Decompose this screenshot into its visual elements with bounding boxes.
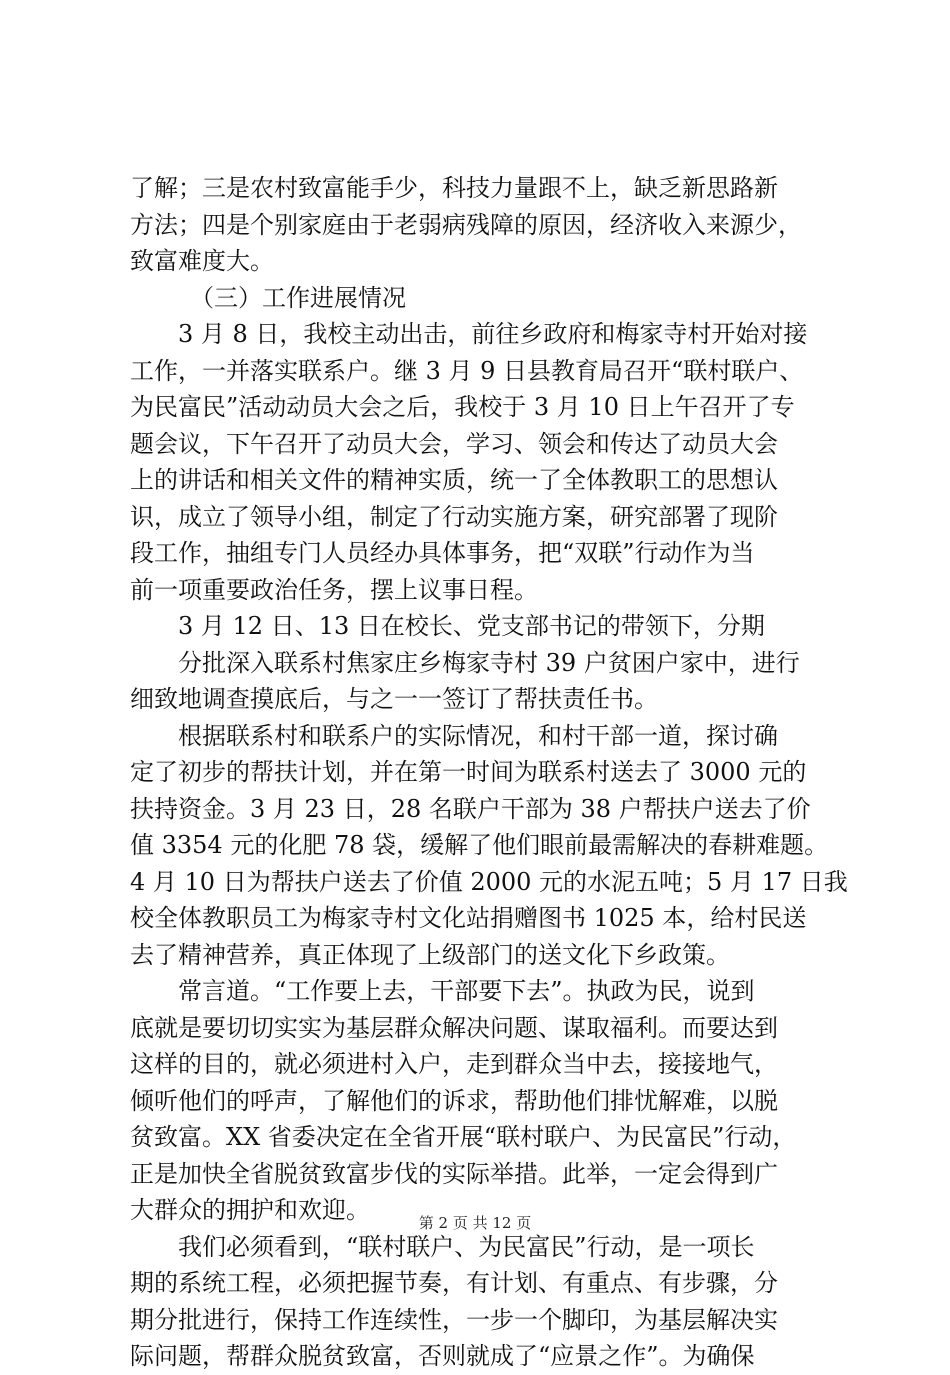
text-line: 致富难度大。 bbox=[130, 247, 274, 275]
text-line: 正是加快全省脱贫致富步伐的实际举措。此举，一定会得到广 bbox=[130, 1159, 778, 1188]
text-line: 为民富民”活动动员大会之后，我校于 3 月 10 日上午召开了专 bbox=[130, 393, 795, 421]
text-line: 我们必须看到，“联村联户、为民富民”行动，是一项长 bbox=[178, 1232, 755, 1261]
text-line: 期的系统工程，必须把握节奏，有计划、有重点、有步骤，分 bbox=[130, 1269, 778, 1297]
text-line: 这样的目的，就必须进村入户，走到群众当中去，接接地气， bbox=[130, 1050, 778, 1078]
text-line: 校全体教职员工为梅家寺村文化站捐赠图书 1025 本，给村民送 bbox=[130, 904, 807, 932]
text-line: 大群众的拥护和欢迎。 bbox=[130, 1196, 370, 1224]
text-line: 题会议，下午召开了动员大会，学习、领会和传达了动员大会 bbox=[130, 429, 778, 458]
text-line: 倾听他们的呼声，了解他们的诉求，帮助他们排忧解难，以脱 bbox=[130, 1086, 778, 1115]
text-line: 3 月 12 日、13 日在校长、党支部书记的带领下，分期 bbox=[178, 612, 765, 640]
text-line: 上的讲话和相关文件的精神实质，统一了全体教职工的思想认 bbox=[130, 466, 778, 494]
page-footer bbox=[0, 1212, 950, 1233]
text-line: 贫致富。XX 省委决定在全省开展“联村联户、为民富民”行动， bbox=[130, 1123, 797, 1151]
text-line: 了解；三是农村致富能手少，科技力量跟不上，缺乏新思路新 bbox=[130, 174, 778, 202]
text-line: 方法；四是个别家庭由于老弱病残障的原因，经济收入来源少， bbox=[130, 210, 802, 239]
page-number: 第 2 页 共 12 页 bbox=[418, 1214, 532, 1232]
text-line: 细致地调查摸底后，与之一一签订了帮扶责任书。 bbox=[130, 685, 658, 713]
text-line: 4 月 10 日为帮扶户送去了价值 2000 元的水泥五吨；5 月 17 日我 bbox=[130, 867, 848, 896]
text-line: 底就是要切切实实为基层群众解决问题、谋取福利。而要达到 bbox=[130, 1013, 778, 1042]
text-line: 去了精神营养，真正体现了上级部门的送文化下乡政策。 bbox=[130, 940, 730, 969]
text-line: 定了初步的帮扶计划，并在第一时间为联系村送去了 3000 元的 bbox=[130, 758, 807, 786]
text-line: 值 3354 元的化肥 78 袋，缓解了他们眼前最需解决的春耕难题。 bbox=[130, 831, 829, 859]
text-line: 根据联系村和联系户的实际情况，和村干部一道，探讨确 bbox=[178, 721, 778, 750]
text-line: 段工作，抽组专门人员经办具体事务，把“双联”行动作为当 bbox=[130, 539, 755, 567]
text-line: 常言道。“工作要上去，干部要下去”。执政为民，说到 bbox=[178, 977, 755, 1005]
text-line: 际问题，帮群众脱贫致富，否则就成了“应景之作”。为确保 bbox=[130, 1342, 755, 1370]
text-line: 工作，一并落实联系户。继 3 月 9 日县教育局召开“联村联户、 bbox=[130, 356, 804, 385]
section-heading: （三）工作进展情况 bbox=[190, 283, 406, 312]
text-line: 3 月 8 日，我校主动出击，前往乡政府和梅家寺村开始对接 bbox=[178, 320, 808, 348]
text-line: 扶持资金。3 月 23 日，28 名联户干部为 38 户帮扶户送去了价 bbox=[130, 794, 811, 823]
text-line: 识，成立了领导小组，制定了行动实施方案，研究部署了现阶 bbox=[130, 502, 778, 531]
text-line: 前一项重要政治任务，摆上议事日程。 bbox=[130, 575, 538, 604]
text-line: 分批深入联系村焦家庄乡梅家寺村 39 户贫困户家中，进行 bbox=[178, 648, 800, 677]
text-line: 期分批进行，保持工作连续性，一步一个脚印，为基层解决实 bbox=[130, 1305, 778, 1334]
document-body bbox=[130, 170, 848, 1375]
